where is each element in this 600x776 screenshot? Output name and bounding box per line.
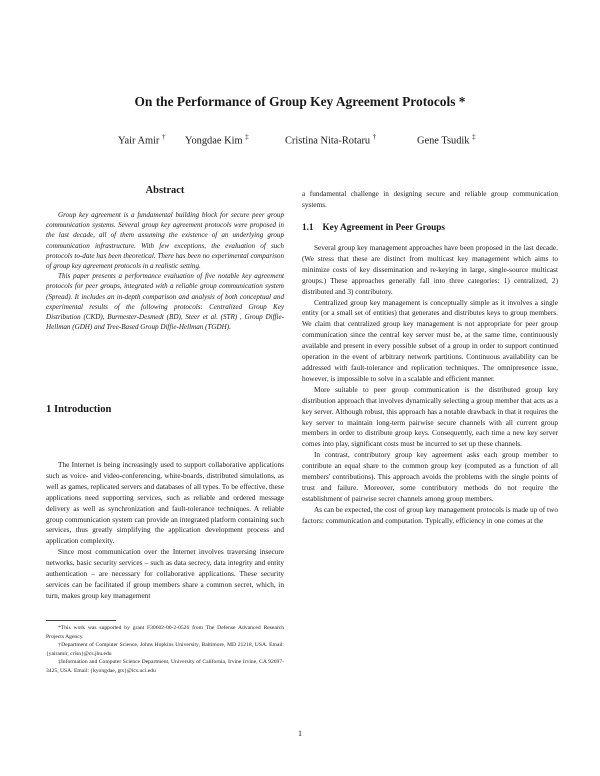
subsection-body [302,243,558,527]
continuation-text: a fundamental challenge in designing secure and reliable group communication systems. [302,189,558,209]
subsection-paragraph: More suitable to peer group communication is the distributed group key distribution approach that involves dynamically selecting a group member that acts as a key server. Although robust, this approach has a notable drawback in that it requires the key server to maintain long-term pairwise secure channels with all current group members in order to distribute group keys. Consequently, each time a new key server comes into play, significant costs must be incurred to set up these channels. [302,384,558,449]
abstract-paragraph: Group key agreement is a fundamental building block for secure peer group communication systems. Several group key agreement protocols were proposed in the last decade, all of them assuming the existence of an underlying group communication infrastructure. With few exceptions, the evaluation of such protocols to-date has been theoretical. There has been no experimental comparison of group key agreement protocols in a realistic setting. [46,211,284,271]
page-number: 1 [298,729,302,738]
author-nita-rotaru: Cristina Nita-Rotaru † [285,133,377,147]
intro-paragraph: The Internet is being increasingly used to support collaborative applications such as voice- and video-conferencing, white-boards, distributed simulations, as well as games, replicated servers and databases of all types. To be effective, these applications need supporting services, such as reliable and ordered message delivery as well as synchronization and fault-tolerance techniques. A reliable group communication system can provide an integrated platform containing such services, thus greatly simplifying the application development process and application complexity. [46,460,284,546]
author-amir: Yair Amir † [118,133,166,147]
author-kim: Yongdae Kim ‡ [185,133,249,147]
subsection-title: Key Agreement in Peer Groups [322,222,445,232]
abstract-heading: Abstract [145,185,185,196]
author-list [0,133,600,149]
subsection-paragraph: Centralized group key management is conceptually simple as it involves a single entity (or a small set of entities) that generates and distributes keys to group members. We claim that centralized group key management is not appropriate for peer group communication since the central key server must be, at the same time, continuously available and present in every possible subset of a group in order to support continued operation in the event of arbitrary network partitions. Continuous availability can be addressed with fault-tolerance and replication techniques. The omnipresence issue, however, is impossible to solve in a scalable and efficient manner. [302,297,558,383]
subsection-number: 1.1 [302,222,314,232]
footnote-jhu: †Department of Computer Science, Johns Hopkins University, Baltimore, MD 21218, USA. Email: {yairamir, crisn}@cs.jhu.edu [46,642,284,657]
abstract-body [46,210,284,332]
footnote-funding: *This work was supported by grant F30602-00-2-0526 from The Defense Advanced Research Projects Agency. [46,625,284,640]
footnote-uci: ‡Information and Computer Science Department, University of California, Irvine Irvine, CA 92697-3425, USA. Email: {kyongdae, gts}@ics.uci.edu [46,659,284,674]
subsection-paragraph: As can be expected, the cost of group key management protocols is made up of two factors: communication and computation. Typically, efficiency in one comes at the [302,504,558,525]
subsection-heading [302,222,445,232]
footnote-rule [46,620,116,621]
abstract-paragraph: This paper presents a performance evaluation of five notable key agreement protocols for peer groups, integrated with a reliable group communication system (Spread). It includes an in-depth comparison and analysis of both conceptual and experimental results of the following protocols: Centralized Group Key Distribution (CKD), Burmester-Desmedt (BD), Steer et al. (STR) , Group Diffie-Hellman (GDH) and Tree-Based Group Diffie-Hellman (TGDH). [46,272,284,332]
paper-title: On the Performance of Group Key Agreement Protocols * [134,94,466,109]
introduction-body [46,460,284,602]
intro-paragraph: Since most communication over the Internet involves traversing insecure networks, basic security services – such as data secrecy, data integrity and entity authentication – are necessary for collaborative applications. These security services can be facilitated if group members share a common secret, which, in turn, makes group key management [46,547,284,600]
subsection-paragraph: In contrast, contributory group key agreement asks each group member to contribute an equal share to the common group key (computed as a function of all members' contributions). This approach avoids the problems with the single points of trust and failure. Moreover, some contributory methods do not require the establishment of pairwise secret channels among group members. [302,450,558,503]
author-tsudik: Gene Tsudik ‡ [417,133,476,147]
right-column-continuation [302,189,558,211]
section-heading-introduction: 1 Introduction [46,404,112,415]
footnotes [46,624,284,676]
subsection-paragraph: Several group key management approaches have been proposed in the last decade. (We stress that these are distinct from multicast key management which aims to minimize costs of key dissemination and re-keying in large, single-source multicast groups.) These approaches generally fall into three categories: 1) centralized, 2) distributed and 3) contributory. [302,243,558,296]
